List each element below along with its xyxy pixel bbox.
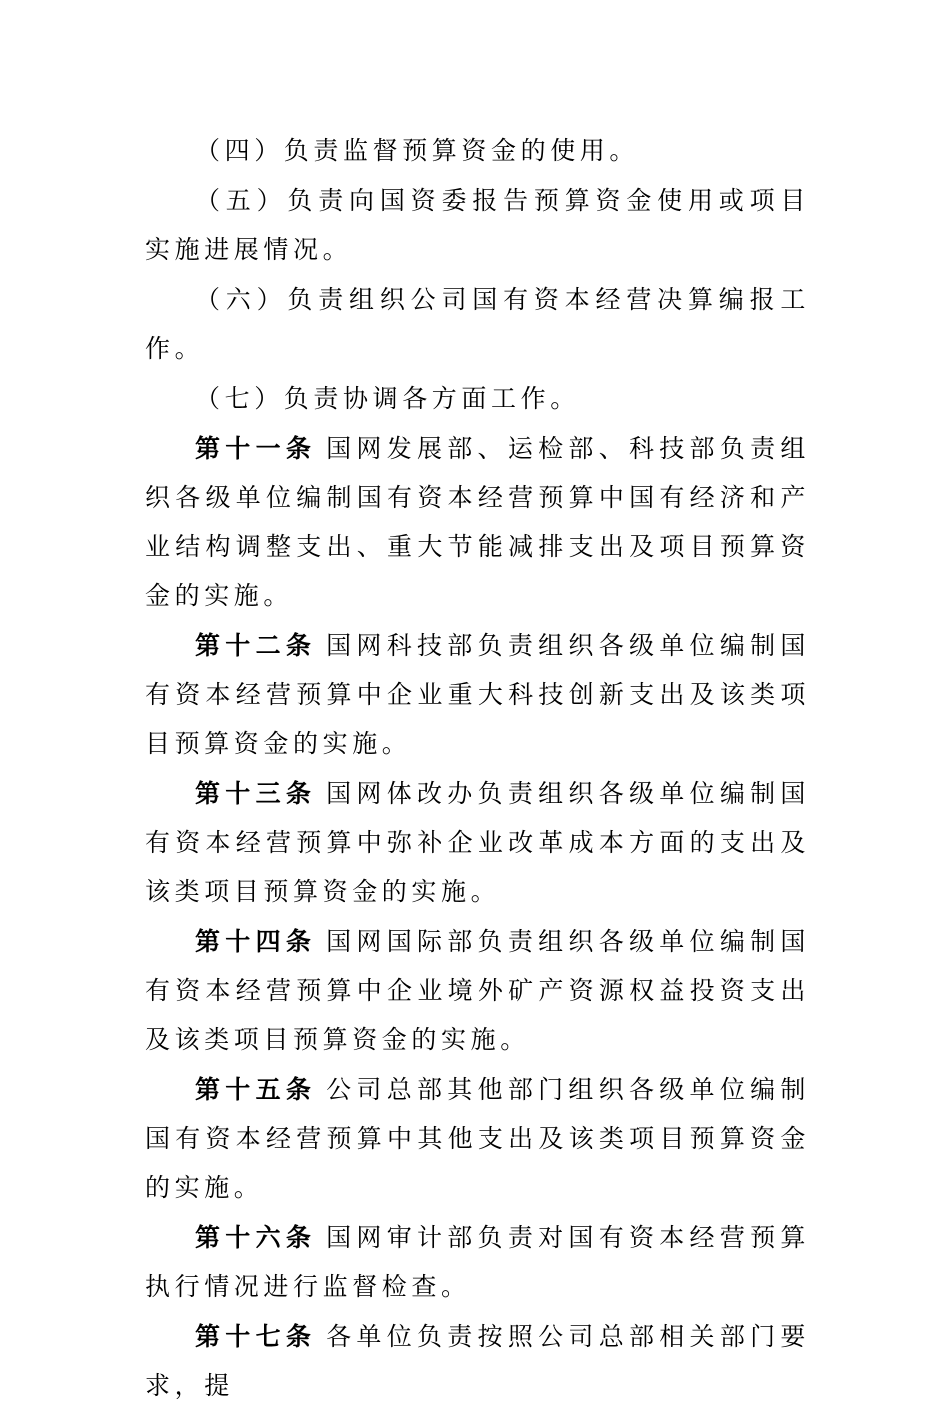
article-label: 第十六条 xyxy=(195,1223,317,1252)
article-label: 第十一条 xyxy=(195,434,317,463)
paragraph-text: （六）负责组织公司国有资本经营决算编报工作。 xyxy=(145,285,810,363)
article-14 xyxy=(145,917,810,1064)
paragraph-7 xyxy=(145,374,810,423)
paragraph-4 xyxy=(145,126,810,175)
article-text: 国网体改办负责组织各级单位编制国有资本经营预算中弥补企业改革成本方面的支出及该类项目预算资金的实施。 xyxy=(145,779,810,906)
article-text: 公司总部其他部门组织各级单位编制国有资本经营预算中其他支出及该类项目预算资金的实施。 xyxy=(145,1075,810,1202)
article-text: 各单位负责按照公司总部相关部门要求，提 xyxy=(145,1322,810,1400)
paragraph-6 xyxy=(145,275,810,373)
document-page xyxy=(145,126,810,1410)
article-16 xyxy=(145,1213,810,1311)
article-label: 第十二条 xyxy=(195,631,317,660)
paragraph-text: （四）负责监督预算资金的使用。 xyxy=(195,136,640,165)
article-text: 国网审计部负责对国有资本经营预算执行情况进行监督检查。 xyxy=(145,1223,810,1301)
paragraph-text: （五）负责向国资委报告预算资金使用或项目实施进展情况。 xyxy=(145,186,810,264)
article-label: 第十三条 xyxy=(195,779,317,808)
article-text: 国网科技部负责组织各级单位编制国有资本经营预算中企业重大科技创新支出及该类项目预算资金的实施。 xyxy=(145,631,810,758)
article-label: 第十五条 xyxy=(195,1075,317,1104)
article-text: 国网发展部、运检部、科技部负责组织各级单位编制国有资本经营预算中国有经济和产业结构调整支出、重大节能减排支出及项目预算资金的实施。 xyxy=(145,434,810,610)
article-15 xyxy=(145,1065,810,1212)
article-11 xyxy=(145,424,810,620)
article-label: 第十七条 xyxy=(195,1322,317,1351)
paragraph-text: （七）负责协调各方面工作。 xyxy=(195,384,580,413)
article-text: 国网国际部负责组织各级单位编制国有资本经营预算中企业境外矿产资源权益投资支出及该类项目预算资金的实施。 xyxy=(145,927,810,1054)
article-label: 第十四条 xyxy=(195,927,317,956)
paragraph-5 xyxy=(145,176,810,274)
article-17 xyxy=(145,1312,810,1410)
article-13 xyxy=(145,769,810,916)
article-12 xyxy=(145,621,810,768)
